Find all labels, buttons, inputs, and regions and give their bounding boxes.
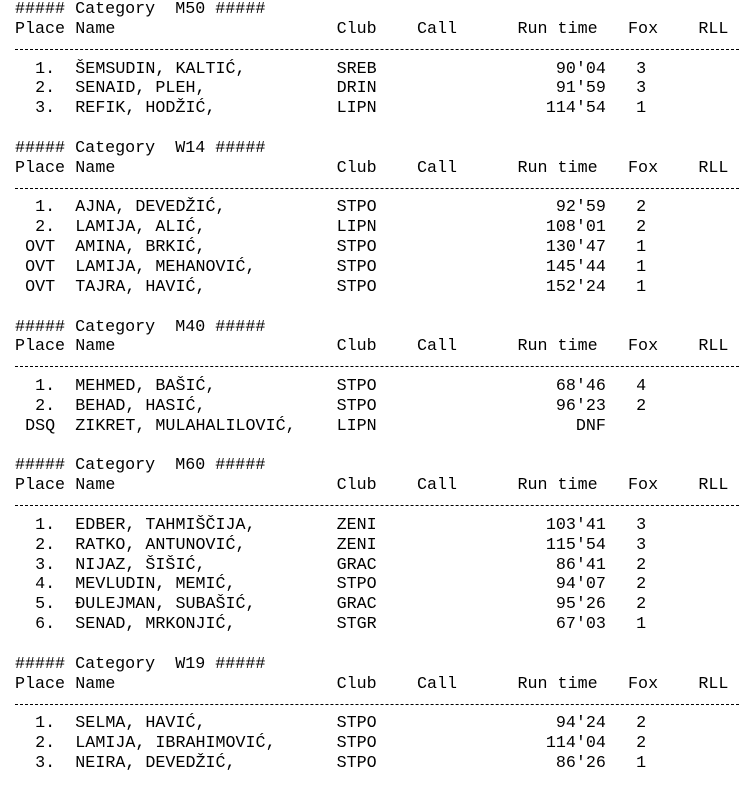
place-cell: 2.	[35, 734, 56, 754]
name-cell: LAMIJA, ALIĆ,	[75, 218, 206, 238]
name-cell: LAMIJA, MEHANOVIĆ,	[75, 257, 256, 277]
category-title-text: ##### Category M40 #####	[15, 317, 266, 337]
run-time-cell: 67'03	[555, 615, 606, 635]
club-cell: STPO	[336, 575, 377, 595]
run-time-cell: 103'41	[545, 515, 606, 535]
fox-cell: 2	[636, 555, 647, 575]
fox-cell: 3	[636, 79, 647, 99]
header-call: Call	[417, 19, 458, 39]
fox-cell: 4	[636, 377, 647, 397]
club-cell: STPO	[336, 238, 377, 258]
place-cell: OVT	[25, 238, 56, 258]
place-cell: 5.	[35, 595, 56, 615]
club-cell: GRAC	[336, 595, 377, 615]
club-cell: ZENI	[336, 515, 377, 535]
club-cell: STPO	[336, 396, 377, 416]
header-call: Call	[417, 158, 458, 178]
fox-cell: 1	[636, 615, 647, 635]
name-cell: SENAD, MRKONJIĆ,	[75, 615, 236, 635]
header-run-time: Run time	[517, 19, 598, 39]
header-rll: RLL	[698, 674, 729, 694]
place-cell: 1.	[35, 377, 56, 397]
header-place: Place	[15, 158, 66, 178]
run-time-cell: 92'59	[555, 198, 606, 218]
place-cell: DSQ	[25, 416, 56, 436]
name-cell: AJNA, DEVEDŽIĆ,	[75, 198, 226, 218]
header-fox: Fox	[628, 19, 659, 39]
category-title-text: ##### Category M60 #####	[15, 456, 266, 476]
name-cell: EDBER, TAHMIŠČIJA,	[75, 515, 256, 535]
fox-cell: 2	[636, 595, 647, 615]
header-run-time: Run time	[517, 337, 598, 357]
place-cell: 2.	[35, 79, 56, 99]
run-time-cell: 95'26	[555, 595, 606, 615]
place-cell: OVT	[25, 257, 56, 277]
fox-cell: 2	[636, 198, 647, 218]
club-cell: GRAC	[336, 555, 377, 575]
place-cell: 2.	[35, 218, 56, 238]
fox-cell: 2	[636, 218, 647, 238]
place-cell: 2.	[35, 535, 56, 555]
club-cell: ZENI	[336, 535, 377, 555]
place-cell: 1.	[35, 714, 56, 734]
name-cell: ŠEMSUDIN, KALTIĆ,	[75, 59, 246, 79]
header-club: Club	[336, 158, 377, 178]
place-cell: 6.	[35, 615, 56, 635]
name-cell: TAJRA, HAVIĆ,	[75, 277, 206, 297]
header-name: Name	[75, 158, 116, 178]
category-title-text: ##### Category W19 #####	[15, 654, 266, 674]
header-rll: RLL	[698, 337, 729, 357]
run-time-cell: 114'54	[545, 99, 606, 119]
dashed-rule	[15, 366, 739, 367]
run-time-cell: 94'07	[555, 575, 606, 595]
header-place: Place	[15, 674, 66, 694]
fox-cell: 3	[636, 515, 647, 535]
run-time-cell: 152'24	[545, 277, 606, 297]
run-time-cell: 145'44	[545, 257, 606, 277]
header-club: Club	[336, 19, 377, 39]
dashed-rule	[15, 505, 739, 506]
name-cell: RATKO, ANTUNOVIĆ,	[75, 535, 246, 555]
fox-cell: 3	[636, 59, 647, 79]
place-cell: 1.	[35, 59, 56, 79]
club-cell: SREB	[336, 59, 377, 79]
header-club: Club	[336, 476, 377, 496]
name-cell: BEHAD, HASIĆ,	[75, 396, 206, 416]
run-time-cell: 96'23	[555, 396, 606, 416]
header-name: Name	[75, 337, 116, 357]
name-cell: NEIRA, DEVEDŽIĆ,	[75, 754, 236, 774]
name-cell: SELMA, HAVIĆ,	[75, 714, 206, 734]
name-cell: LAMIJA, IBRAHIMOVIĆ,	[75, 734, 276, 754]
header-run-time: Run time	[517, 476, 598, 496]
club-cell: STPO	[336, 734, 377, 754]
header-name: Name	[75, 476, 116, 496]
place-cell: 3.	[35, 99, 56, 119]
place-cell: 3.	[35, 754, 56, 774]
name-cell: AMINA, BRKIĆ,	[75, 238, 206, 258]
category-title-text: ##### Category M50 #####	[15, 0, 266, 19]
club-cell: STPO	[336, 257, 377, 277]
place-cell: 2.	[35, 396, 56, 416]
header-call: Call	[417, 476, 458, 496]
place-cell: 1.	[35, 515, 56, 535]
run-time-cell: 86'26	[555, 754, 606, 774]
header-call: Call	[417, 674, 458, 694]
club-cell: STPO	[336, 277, 377, 297]
fox-cell: 3	[636, 535, 647, 555]
name-cell: NIJAZ, ŠIŠIĆ,	[75, 555, 206, 575]
header-rll: RLL	[698, 158, 729, 178]
club-cell: STPO	[336, 714, 377, 734]
run-time-cell: 86'41	[555, 555, 606, 575]
header-run-time: Run time	[517, 158, 598, 178]
header-call: Call	[417, 337, 458, 357]
fox-cell: 1	[636, 238, 647, 258]
fox-cell: 1	[636, 277, 647, 297]
header-fox: Fox	[628, 158, 659, 178]
header-fox: Fox	[628, 674, 659, 694]
header-name: Name	[75, 674, 116, 694]
place-cell: 4.	[35, 575, 56, 595]
header-place: Place	[15, 337, 66, 357]
dashed-rule	[15, 704, 739, 705]
run-time-cell: 68'46	[555, 377, 606, 397]
header-run-time: Run time	[517, 674, 598, 694]
fox-cell: 1	[636, 257, 647, 277]
run-time-cell: 115'54	[545, 535, 606, 555]
header-rll: RLL	[698, 19, 729, 39]
fox-cell: 2	[636, 714, 647, 734]
dashed-rule	[15, 188, 739, 189]
fox-cell: 2	[636, 396, 647, 416]
run-time-cell: DNF	[575, 416, 606, 436]
run-time-cell: 108'01	[545, 218, 606, 238]
header-name: Name	[75, 19, 116, 39]
header-club: Club	[336, 674, 377, 694]
name-cell: MEVLUDIN, MEMIĆ,	[75, 575, 236, 595]
fox-cell: 2	[636, 734, 647, 754]
header-place: Place	[15, 19, 66, 39]
name-cell: ĐULEJMAN, SUBAŠIĆ,	[75, 595, 256, 615]
fox-cell: 2	[636, 575, 647, 595]
club-cell: STPO	[336, 377, 377, 397]
run-time-cell: 130'47	[545, 238, 606, 258]
club-cell: STPO	[336, 198, 377, 218]
name-cell: MEHMED, BAŠIĆ,	[75, 377, 216, 397]
header-fox: Fox	[628, 337, 659, 357]
header-place: Place	[15, 476, 66, 496]
place-cell: OVT	[25, 277, 56, 297]
header-rll: RLL	[698, 476, 729, 496]
place-cell: 3.	[35, 555, 56, 575]
club-cell: STGR	[336, 615, 377, 635]
run-time-cell: 94'24	[555, 714, 606, 734]
dashed-rule	[15, 49, 739, 50]
run-time-cell: 91'59	[555, 79, 606, 99]
fox-cell: 1	[636, 754, 647, 774]
club-cell: DRIN	[336, 79, 377, 99]
header-club: Club	[336, 337, 377, 357]
run-time-cell: 90'04	[555, 59, 606, 79]
place-cell: 1.	[35, 198, 56, 218]
club-cell: LIPN	[336, 218, 377, 238]
club-cell: STPO	[336, 754, 377, 774]
name-cell: REFIK, HODŽIĆ,	[75, 99, 216, 119]
header-fox: Fox	[628, 476, 659, 496]
fox-cell: 1	[636, 99, 647, 119]
run-time-cell: 114'04	[545, 734, 606, 754]
club-cell: LIPN	[336, 416, 377, 436]
name-cell: ZIKRET, MULAHALILOVIĆ,	[75, 416, 296, 436]
category-title-text: ##### Category W14 #####	[15, 138, 266, 158]
club-cell: LIPN	[336, 99, 377, 119]
name-cell: SENAID, PLEH,	[75, 79, 206, 99]
